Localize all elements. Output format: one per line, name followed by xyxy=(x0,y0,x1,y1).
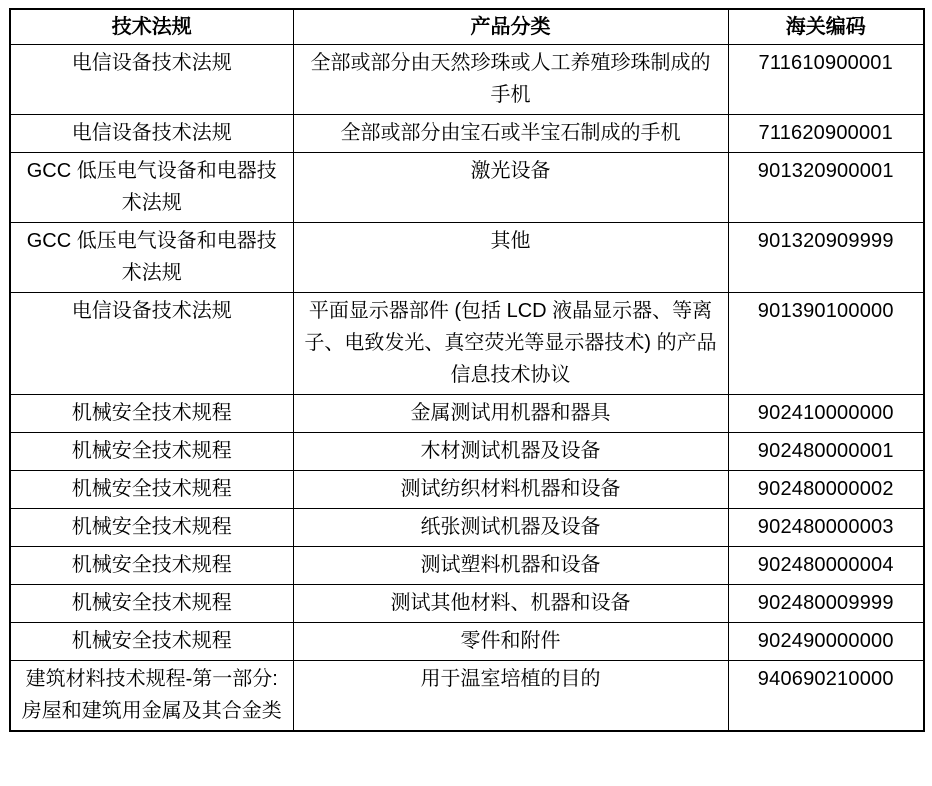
category-cell: 测试纺织材料机器和设备 xyxy=(293,471,728,509)
regulation-cell: 机械安全技术规程 xyxy=(10,433,293,471)
table-row xyxy=(10,509,924,547)
category-cell: 测试塑料机器和设备 xyxy=(293,547,728,585)
regulation-cell: 建筑材料技术规程-第一部分: 房屋和建筑用金属及其合金类 xyxy=(10,661,293,732)
table-row xyxy=(10,661,924,732)
code-cell: 901320900001 xyxy=(728,153,924,223)
category-cell: 其他 xyxy=(293,223,728,293)
regulation-cell: 机械安全技术规程 xyxy=(10,547,293,585)
code-cell: 902480000001 xyxy=(728,433,924,471)
table-row xyxy=(10,223,924,293)
table-row xyxy=(10,585,924,623)
code-cell: 711620900001 xyxy=(728,115,924,153)
code-cell: 902480000003 xyxy=(728,509,924,547)
regulation-cell: 机械安全技术规程 xyxy=(10,395,293,433)
table-row xyxy=(10,623,924,661)
category-cell: 平面显示器部件 (包括 LCD 液晶显示器、等离子、电致发光、真空荧光等显示器技术) 的产品信息技术协议 xyxy=(293,293,728,395)
regulation-cell: 电信设备技术法规 xyxy=(10,45,293,115)
table-row xyxy=(10,547,924,585)
category-cell: 木材测试机器及设备 xyxy=(293,433,728,471)
regulation-cell: GCC 低压电气设备和电器技术法规 xyxy=(10,223,293,293)
regulation-cell: 机械安全技术规程 xyxy=(10,623,293,661)
table-body xyxy=(10,45,924,732)
col-header-code: 海关编码 xyxy=(728,9,924,45)
table-row xyxy=(10,433,924,471)
table-row xyxy=(10,293,924,395)
code-cell: 902480009999 xyxy=(728,585,924,623)
code-cell: 902490000000 xyxy=(728,623,924,661)
code-cell: 902480000002 xyxy=(728,471,924,509)
category-cell: 纸张测试机器及设备 xyxy=(293,509,728,547)
category-cell: 全部或部分由宝石或半宝石制成的手机 xyxy=(293,115,728,153)
code-cell: 711610900001 xyxy=(728,45,924,115)
table-row xyxy=(10,471,924,509)
table-row xyxy=(10,45,924,115)
header-row xyxy=(10,9,924,45)
col-header-regulation: 技术法规 xyxy=(10,9,293,45)
code-cell: 901390100000 xyxy=(728,293,924,395)
regulation-cell: 机械安全技术规程 xyxy=(10,509,293,547)
category-cell: 激光设备 xyxy=(293,153,728,223)
category-cell: 零件和附件 xyxy=(293,623,728,661)
table-row xyxy=(10,115,924,153)
regulation-cell: GCC 低压电气设备和电器技术法规 xyxy=(10,153,293,223)
code-cell: 940690210000 xyxy=(728,661,924,732)
code-cell: 901320909999 xyxy=(728,223,924,293)
table-header xyxy=(10,9,924,45)
code-cell: 902410000000 xyxy=(728,395,924,433)
hs-code-table xyxy=(9,8,925,732)
table-row xyxy=(10,153,924,223)
regulation-cell: 机械安全技术规程 xyxy=(10,585,293,623)
category-cell: 用于温室培植的目的 xyxy=(293,661,728,732)
table-row xyxy=(10,395,924,433)
regulation-cell: 电信设备技术法规 xyxy=(10,293,293,395)
code-cell: 902480000004 xyxy=(728,547,924,585)
regulation-cell: 机械安全技术规程 xyxy=(10,471,293,509)
category-cell: 金属测试用机器和器具 xyxy=(293,395,728,433)
regulation-cell: 电信设备技术法规 xyxy=(10,115,293,153)
col-header-category: 产品分类 xyxy=(293,9,728,45)
category-cell: 测试其他材料、机器和设备 xyxy=(293,585,728,623)
category-cell: 全部或部分由天然珍珠或人工养殖珍珠制成的手机 xyxy=(293,45,728,115)
